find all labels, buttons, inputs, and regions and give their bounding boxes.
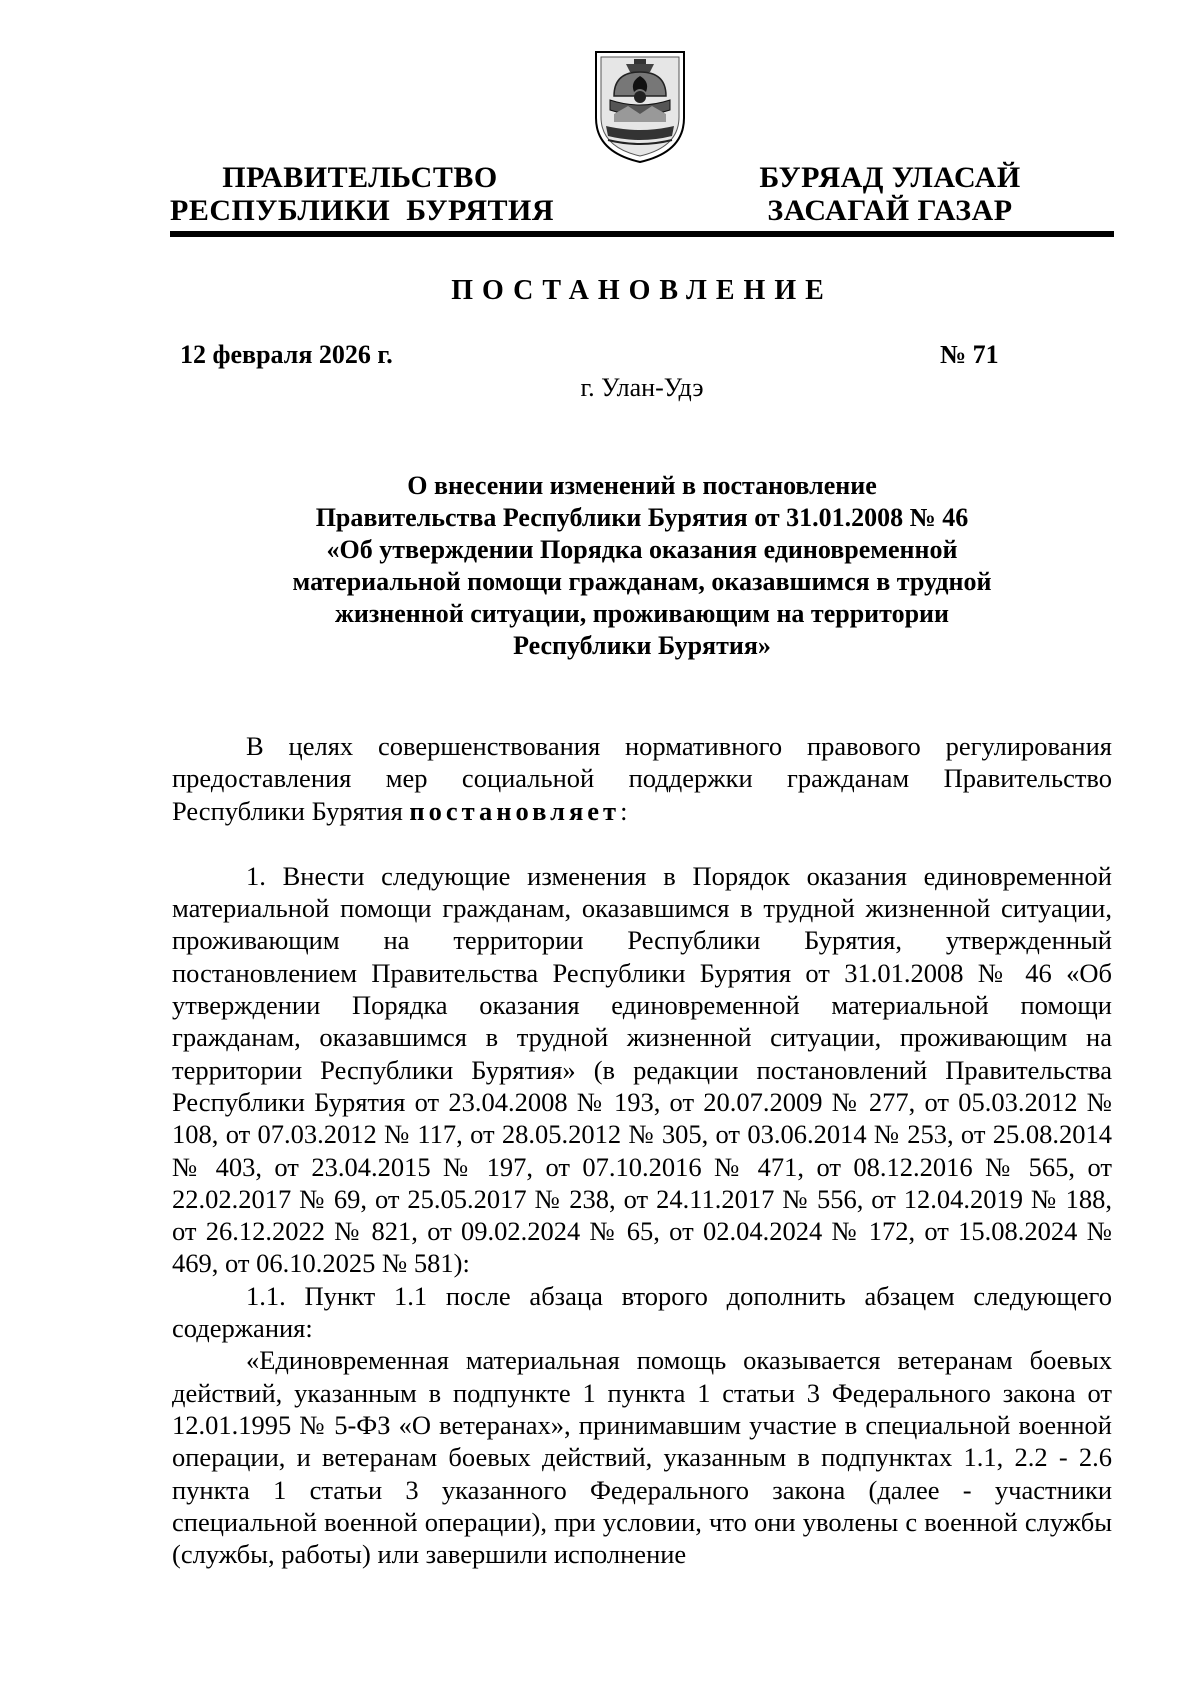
item-1-1-paragraph: 1.1. Пункт 1.1 после абзаца второго дополнить абзацем следующего содержания: (172, 1280, 1112, 1344)
quote-paragraph: «Единовременная материальная помощь оказывается ветеранам боевых действий, указанным в подпункте 1 пункта 1 статьи 3 Федерального закона от 12.01.1995 № 5-ФЗ «О ветеранах», принимавшим участие в специальной военной операции, и ветеранам боевых действий, указанным в подпунктах 1.1, 2.2 - 2.6 пункта 1 статьи 3 указанного Федерального закона (далее - участники специальной военной операции), при условии, что они уволены с военной службы (службы, работы) или завершили исполнение (172, 1345, 1112, 1570)
title-line-1: О внесении изменений в постановление (407, 471, 877, 500)
intro-text: В целях совершенствования нормативного правового регулирования предоставления мер социальной поддержки гражданам Правительство Республики Бурятия (172, 731, 1112, 826)
document-type: ПОСТАНОВЛЕНИЕ (451, 275, 833, 306)
document-date: 12 февраля 2026 г. (180, 340, 393, 369)
header-left-line-1: ПРАВИТЕЛЬСТВО (222, 161, 498, 194)
title-line-3: «Об утверждении Порядка оказания единовременной (326, 535, 958, 564)
document-number: № 71 (940, 340, 999, 369)
header-right-line-2: ЗАСАГАЙ ГАЗАР (767, 194, 1013, 227)
government-name-buryat (730, 161, 1050, 227)
item-1-paragraph: 1. Внести следующие изменения в Порядок оказания единовременной материальной помощи гражданам, оказавшимся в трудной жизненной ситуации, проживающим на территории Республики Бурятия, утвержденный постановлением Правительства Республики Бурятия от 31.01.2008 № 46 «Об утверждении Порядка оказания единовременной материальной помощи гражданам, оказавшимся в трудной жизненной ситуации, проживающим на территории Республики Бурятия» (в редакции постановлений Правительства Республики Бурятия от 23.04.2008 № 193, от 20.07.2009 № 277, от 05.03.2012 № 108, от 07.03.2012 № 117, от 28.05.2012 № 305, от 03.06.2014 № 253, от 25.08.2014 № 403, от 23.04.2015 № 197, от 07.10.2016 № 471, от 08.12.2016 № 565, от 22.02.2017 № 69, от 25.05.2017 № 238, от 24.11.2017 № 556, от 12.04.2019 № 188, от 26.12.2022 № 821, от 09.02.2024 № 65, от 02.04.2024 № 172, от 15.08.2024 № 469, от 06.10.2025 № 581): (172, 860, 1112, 1279)
document-title (170, 470, 1114, 662)
title-line-6: Республики Бурятия» (513, 631, 771, 660)
coat-of-arms-buryatia-icon (592, 48, 688, 166)
intro-paragraph (172, 730, 1112, 827)
header-divider (170, 231, 1114, 237)
intro-keyword: постановляет (409, 795, 621, 826)
intro-end: : (620, 795, 628, 826)
title-line-4: материальной помощи гражданам, оказавшимся в трудной (292, 567, 992, 596)
header-right-line-1: БУРЯАД УЛАСАЙ (759, 161, 1021, 194)
document-body (172, 730, 1112, 1570)
government-name-russian (170, 161, 555, 227)
title-line-2: Правительства Республики Бурятия от 31.01.2008 № 46 (315, 503, 969, 532)
header-left-line-2: РЕСПУБЛИКИ БУРЯТИЯ (170, 194, 555, 227)
document-city: г. Улан-Удэ (580, 373, 704, 402)
title-line-5: жизненной ситуации, проживающим на территории (334, 599, 949, 628)
